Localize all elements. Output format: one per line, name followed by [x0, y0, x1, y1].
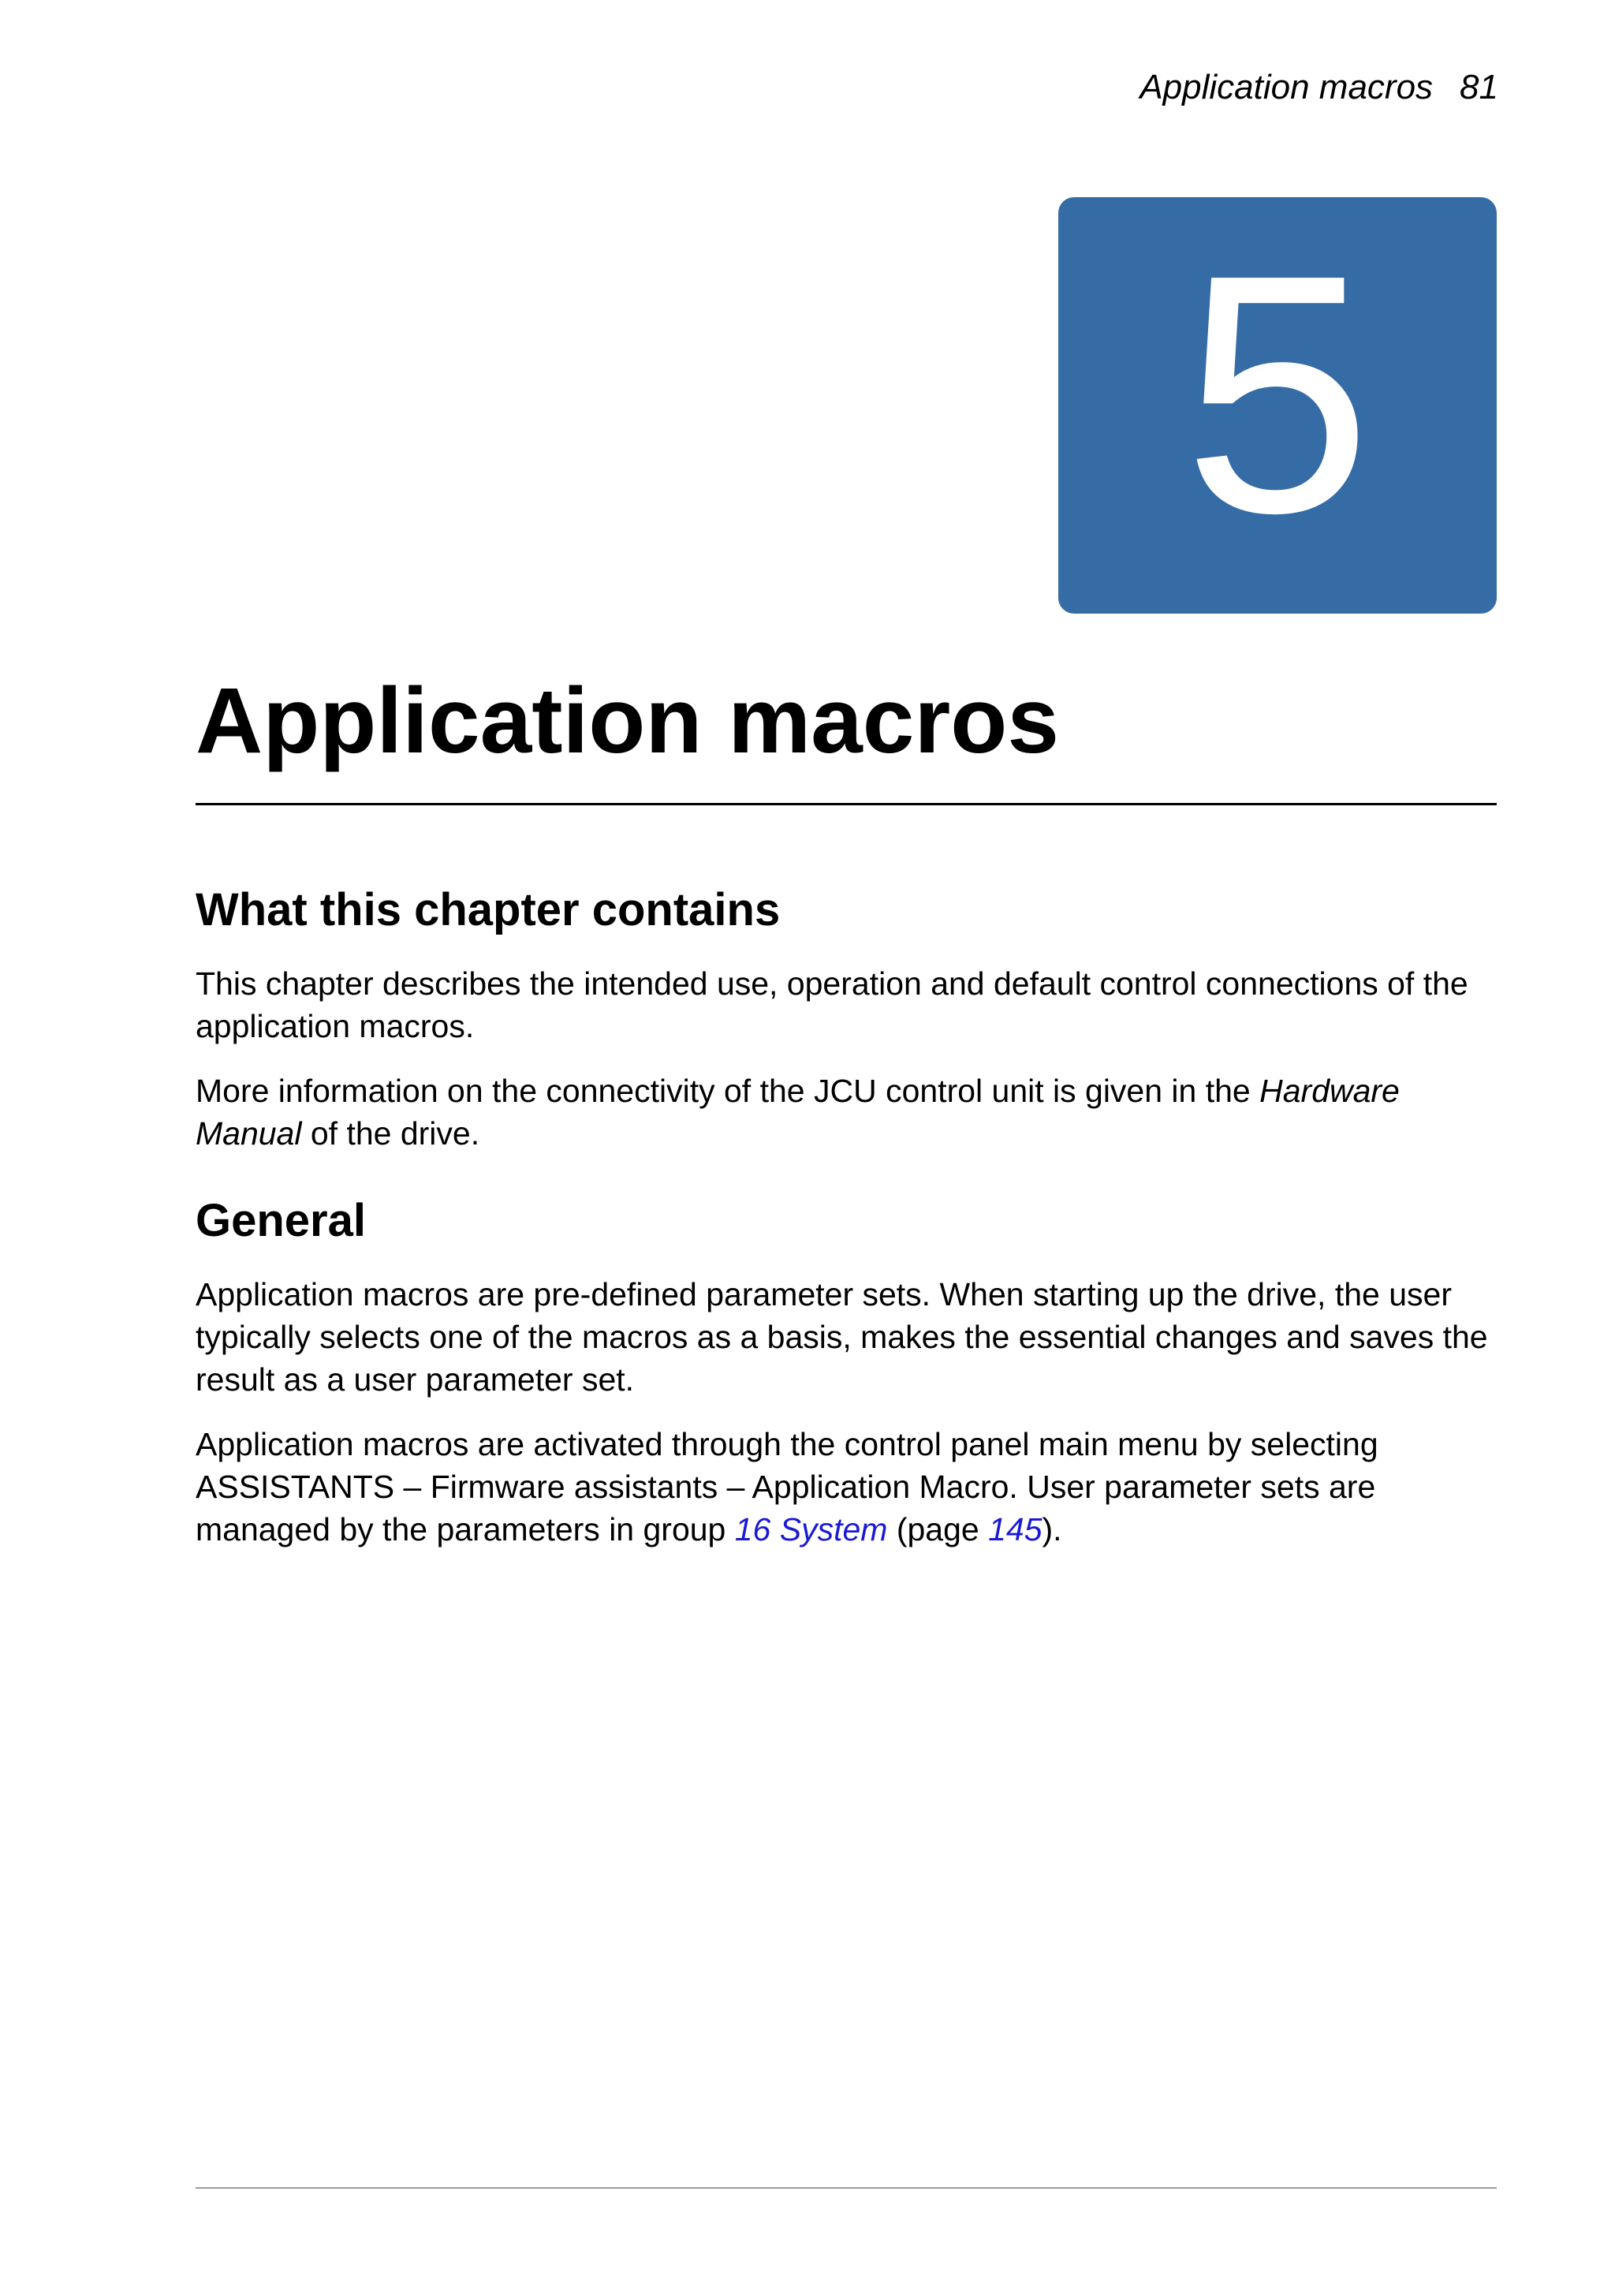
contents-p2-text-start: More information on the connectivity of the JCU control unit is given in the [196, 1073, 1260, 1109]
general-paragraph-2 [196, 1423, 1497, 1551]
page-145-link[interactable]: 145 [988, 1511, 1042, 1547]
contents-paragraph-1: This chapter describes the intended use, operation and default control connections of the application macros. [196, 965, 1468, 1044]
footer-divider [196, 2187, 1497, 2189]
running-header [1139, 68, 1498, 107]
chapter-content [196, 882, 1497, 1573]
running-header-title: Application macros [1139, 68, 1434, 106]
general-paragraph-1: Application macros are pre-defined parameter sets. When starting up the drive, the user typically selects one of the macros as a basis, makes the essential changes and saves the result as a user parameter set. [196, 1276, 1488, 1398]
page-number: 81 [1460, 68, 1498, 106]
group-16-system-link[interactable]: 16 System [734, 1511, 888, 1547]
title-divider [196, 803, 1497, 805]
chapter-number: 5 [1183, 205, 1372, 584]
general-p2-text-middle: (page [887, 1511, 989, 1547]
general-p2-text-end: ). [1042, 1511, 1062, 1547]
general-p2-text-start: Application macros are activated through the control panel main menu by selecting ASSISTANTS – Firmware assistants – Application Macro. User parameter sets are managed by the parameters in group [196, 1426, 1378, 1547]
section-heading-general: General [196, 1195, 366, 1246]
section-heading-contents: What this chapter contains [196, 884, 781, 935]
contents-paragraph-2 [196, 1070, 1497, 1155]
hardware-manual-reference: Hardware Manual [196, 1073, 1400, 1152]
chapter-title: Application macros [196, 669, 1060, 773]
chapter-number-box [1058, 197, 1497, 614]
contents-p2-text-end: of the drive. [301, 1115, 480, 1152]
